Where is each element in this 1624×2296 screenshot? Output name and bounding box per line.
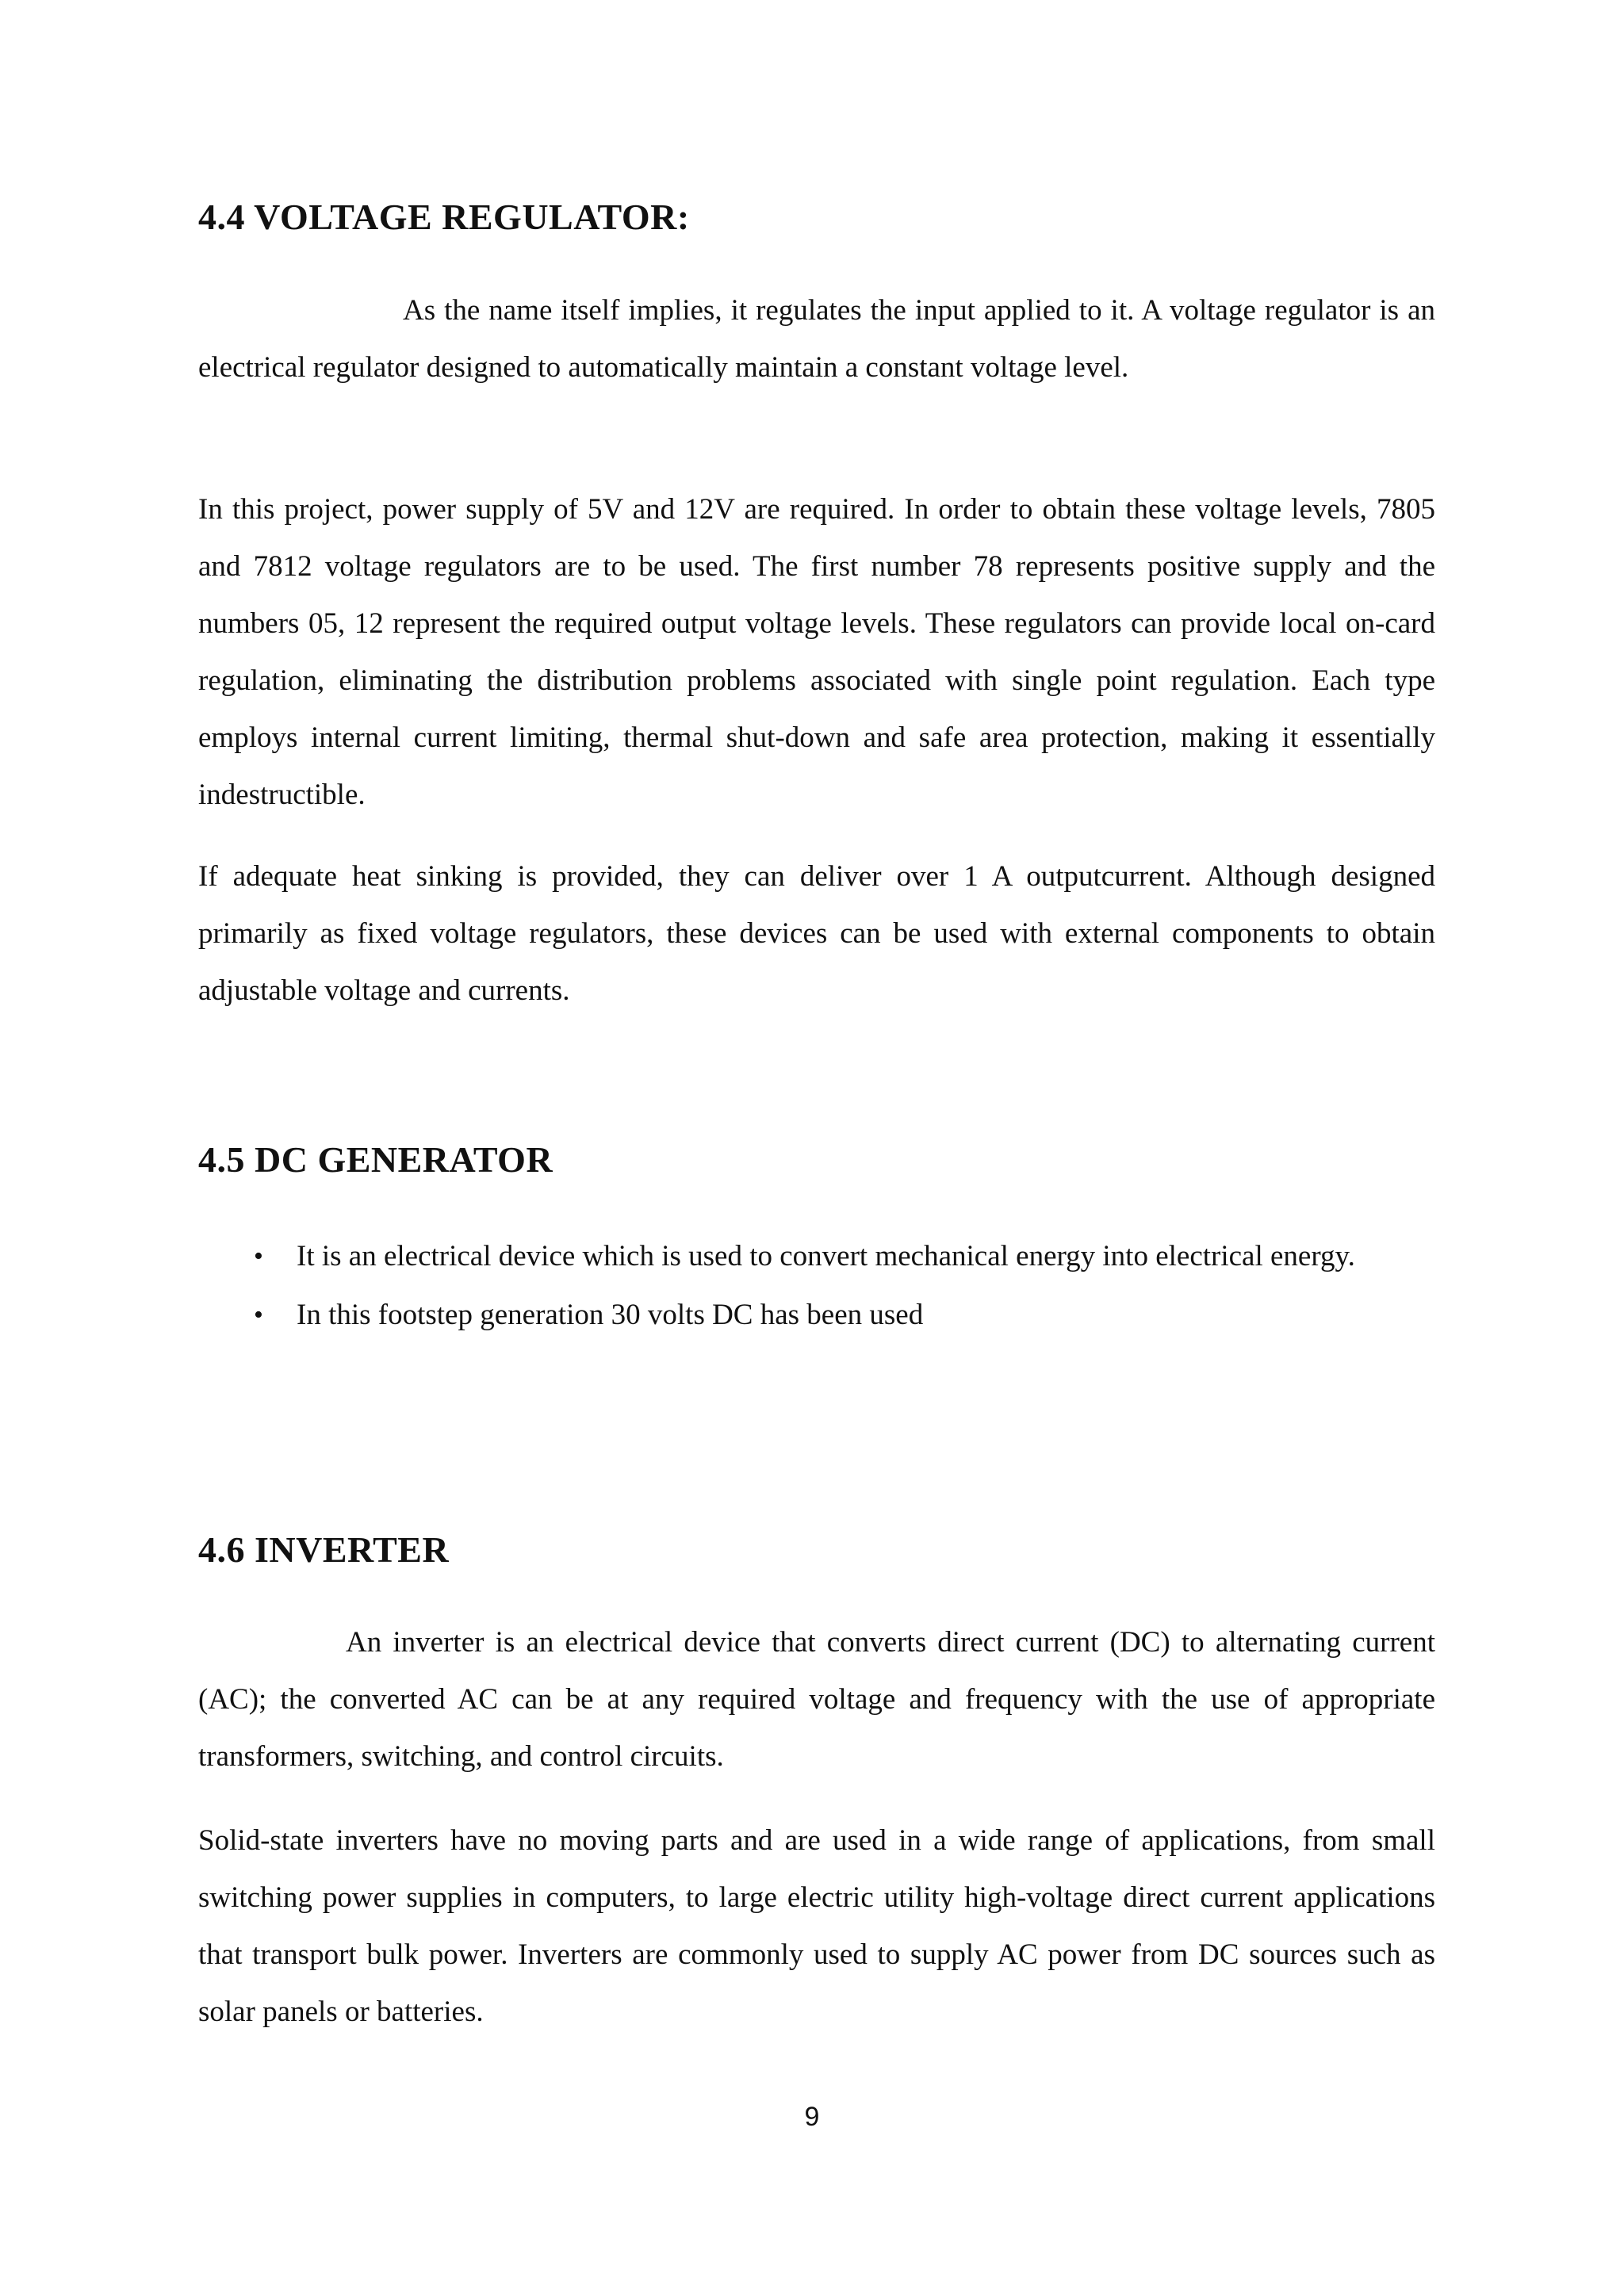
bullet-icon: • <box>254 1300 263 1330</box>
list-item <box>198 1227 1435 1286</box>
section-inverter <box>198 1528 1435 1572</box>
paragraph: As the name itself implies, it regulates the input applied to it. A voltage regulator is an electrical regulator designed to automatically maintain a constant voltage level. <box>198 294 1435 384</box>
paragraph: If adequate heat sinking is provided, they can deliver over 1 A outputcurrent. Although designed primarily as fixed voltage regulators, these devices can be used with external components to obtain adjustable voltage and currents. <box>198 860 1435 1007</box>
bullet-icon: • <box>254 1242 263 1271</box>
inverter-paragraph-2 <box>198 1812 1435 2041</box>
dc-generator-bullets <box>198 1227 1435 1345</box>
bullet-text: In this footstep generation 30 volts DC has been used <box>297 1299 924 1331</box>
bullet-text: It is an electrical device which is used to convert mechanical energy into electrical energy. <box>297 1240 1355 1272</box>
voltage-regulator-paragraph-1 <box>198 282 1435 396</box>
paragraph: Solid-state inverters have no moving parts and are used in a wide range of applications, from small switching power supplies in computers, to large electric utility high-voltage direct current applications that transport bulk power. Inverters are commonly used to supply AC power from DC sources such as solar panels or batteries. <box>198 1824 1435 2028</box>
paragraph: An inverter is an electrical device that converts direct current (DC) to alternating current (AC); the converted AC can be at any required voltage and frequency with the use of appropriate transformers, switching, and control circuits. <box>198 1626 1435 1773</box>
section-heading: 4.4 VOLTAGE REGULATOR: <box>198 197 690 237</box>
page-number: 9 <box>804 2102 820 2132</box>
section-dc-generator <box>198 1138 1435 1182</box>
section-voltage-regulator <box>198 195 1435 239</box>
section-heading: 4.6 INVERTER <box>198 1529 450 1570</box>
list-item <box>198 1286 1435 1345</box>
voltage-regulator-paragraph-2 <box>198 481 1435 824</box>
inverter-paragraph-1 <box>198 1614 1435 1785</box>
voltage-regulator-paragraph-3 <box>198 848 1435 1020</box>
section-heading: 4.5 DC GENERATOR <box>198 1139 553 1180</box>
paragraph: In this project, power supply of 5V and 12V are required. In order to obtain these voltage levels, 7805 and 7812 voltage regulators are to be used. The first number 78 represents positive supply and the numbers 05, 12 represent the required output voltage levels. These regulators can provide local on-card regulation, eliminating the distribution problems associated with single point regulation. Each type employs internal current limiting, thermal shut-down and safe area protection, making it essentially indestructible. <box>198 493 1435 811</box>
bullet-list <box>198 1227 1435 1345</box>
